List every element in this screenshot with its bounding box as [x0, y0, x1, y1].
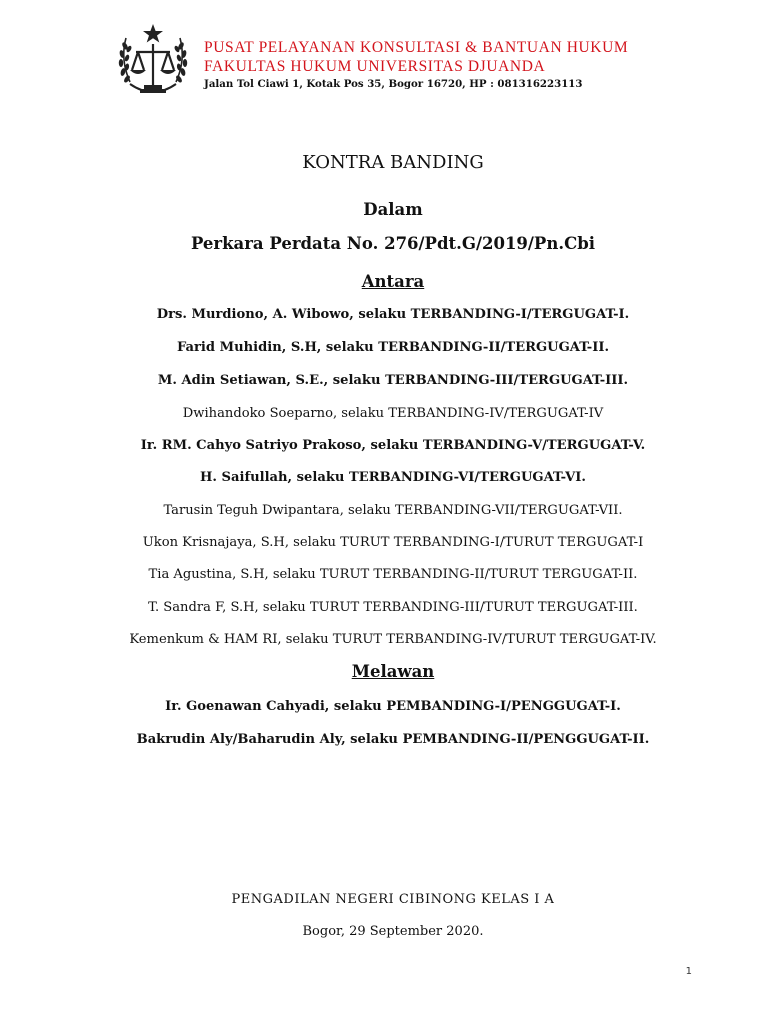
place-date: Bogor, 29 September 2020. [302, 924, 484, 939]
co-respondent-line: Ukon Krisnajaya, S.H, selaku TURUT TERBANDING-I/TURUT TERGUGAT-I [142, 535, 644, 550]
dalam-heading: Dalam [363, 200, 423, 219]
respondent-line: Dwihandoko Soeparno, selaku TERBANDING-IV/TERGUGAT-IV [182, 406, 604, 421]
co-respondent-line: Tia Agustina, S.H, selaku TURUT TERBANDING-II/TURUT TERGUGAT-II. [148, 567, 638, 582]
co-respondent-line: T. Sandra F, S.H, selaku TURUT TERBANDING-III/TURUT TERGUGAT-III. [148, 600, 638, 615]
respondent-line: Farid Muhidin, S.H, selaku TERBANDING-II/TERGUGAT-II. [176, 340, 610, 355]
court-name: PENGADILAN NEGERI CIBINONG KELAS I A [231, 892, 555, 907]
antara-heading: Antara [361, 272, 425, 291]
organization-name: PUSAT PELAYANAN KONSULTASI & BANTUAN HUKUM [204, 39, 629, 56]
respondent-line: Ir. RM. Cahyo Satriyo Prakoso, selaku TERBANDING-V/TERGUGAT-V. [140, 438, 646, 453]
appellant-line: Bakrudin Aly/Baharudin Aly, selaku PEMBANDING-II/PENGGUGAT-II. [136, 732, 650, 747]
faculty-name: FAKULTAS HUKUM UNIVERSITAS DJUANDA [204, 58, 546, 75]
organization-address: Jalan Tol Ciawi 1, Kotak Pos 35, Bogor 16720, HP : 081316223113 [204, 78, 583, 90]
document-title: KONTRA BANDING [302, 152, 484, 173]
melawan-heading: Melawan [351, 662, 435, 681]
case-number: Perkara Perdata No. 276/Pdt.G/2019/Pn.Cbi [190, 234, 596, 253]
scales-of-justice-icon [108, 18, 198, 108]
appellant-line: Ir. Goenawan Cahyadi, selaku PEMBANDING-I/PENGGUGAT-I. [165, 699, 621, 714]
co-respondent-line: Kemenkum & HAM RI, selaku TURUT TERBANDING-IV/TURUT TERGUGAT-IV. [129, 632, 657, 647]
respondent-line: Tarusin Teguh Dwipantara, selaku TERBANDING-VII/TERGUGAT-VII. [163, 503, 623, 518]
letterhead [204, 38, 744, 92]
respondent-line: M. Adin Setiawan, S.E., selaku TERBANDING-III/TERGUGAT-III. [157, 373, 629, 388]
institution-logo [108, 18, 198, 108]
page-number: 1 [685, 966, 692, 977]
respondent-line: Drs. Murdiono, A. Wibowo, selaku TERBANDING-I/TERGUGAT-I. [156, 307, 630, 322]
respondent-line: H. Saifullah, selaku TERBANDING-VI/TERGUGAT-VI. [200, 470, 586, 485]
